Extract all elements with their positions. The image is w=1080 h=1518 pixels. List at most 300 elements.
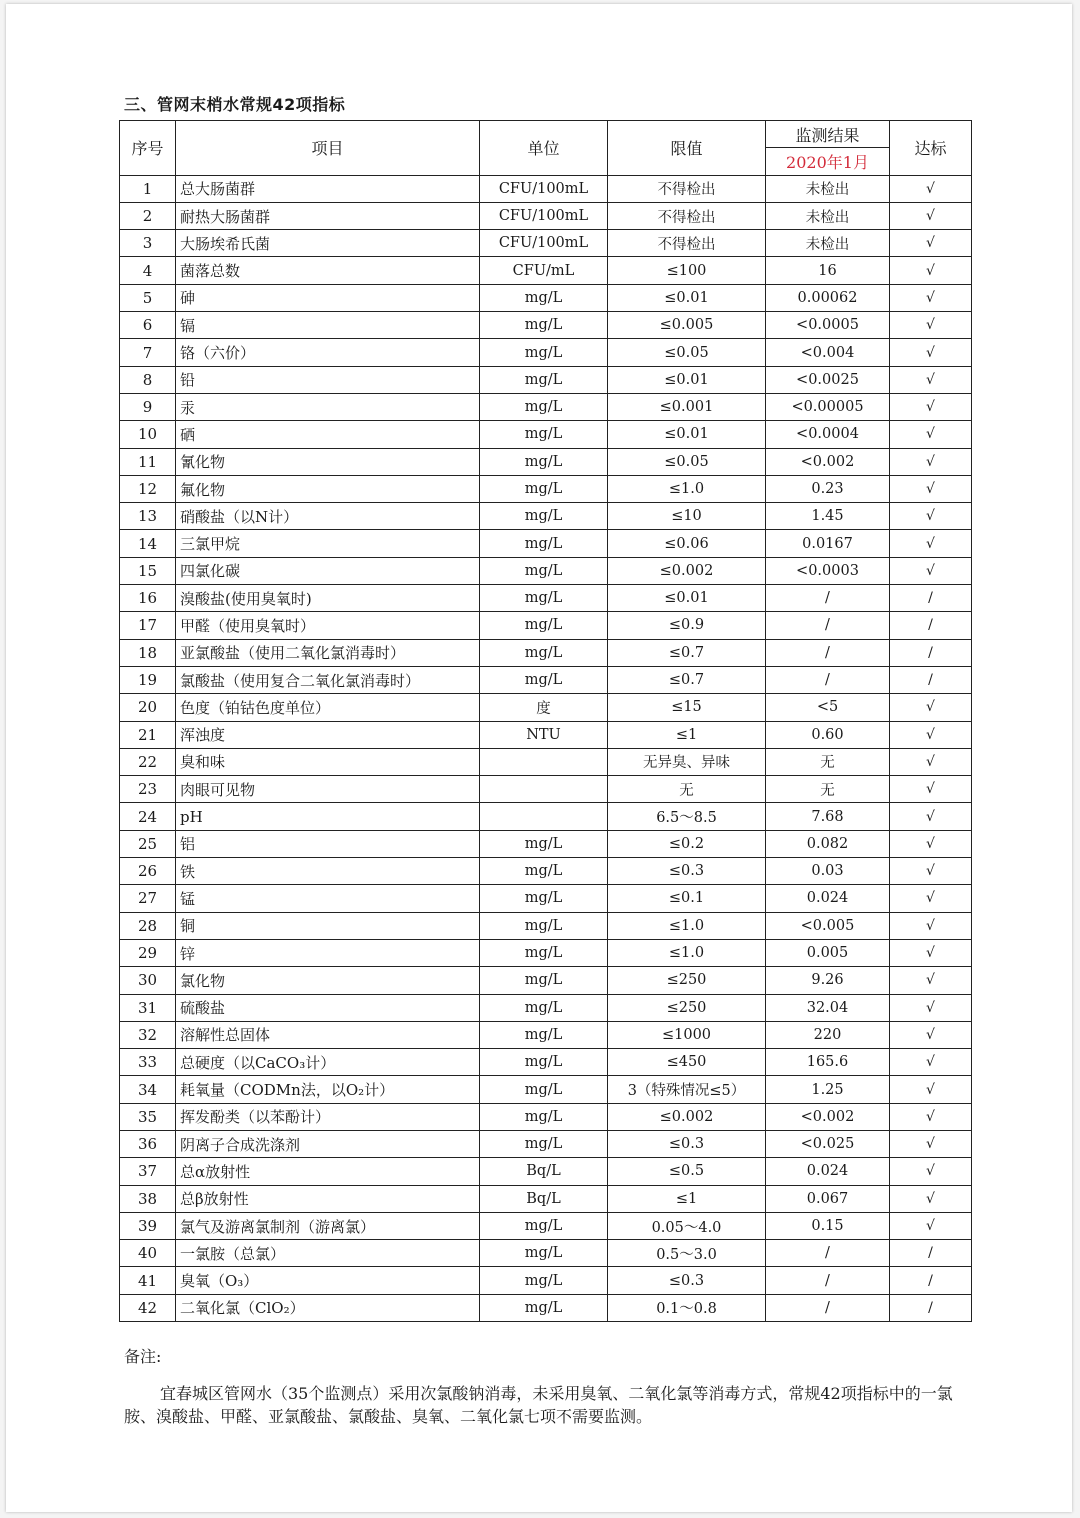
cell-item: 铜	[176, 912, 480, 939]
cell-item: 四氯化碳	[176, 557, 480, 584]
cell-pass: √	[890, 503, 972, 530]
cell-unit: mg/L	[480, 612, 608, 639]
cell-result: 220	[766, 1021, 890, 1048]
header-unit: 单位	[480, 121, 608, 176]
cell-unit: mg/L	[480, 339, 608, 366]
cell-no: 33	[120, 1049, 176, 1076]
cell-pass: /	[890, 1240, 972, 1267]
table-row	[120, 1267, 972, 1294]
cell-unit: mg/L	[480, 1021, 608, 1048]
cell-limit: ≤1	[608, 1185, 766, 1212]
cell-limit: ≤250	[608, 994, 766, 1021]
cell-pass: √	[890, 939, 972, 966]
cell-item: 亚氯酸盐（使用二氧化氯消毒时）	[176, 639, 480, 666]
table-row	[120, 1212, 972, 1239]
cell-item: 氯化物	[176, 967, 480, 994]
cell-unit: mg/L	[480, 939, 608, 966]
cell-result: <0.00005	[766, 393, 890, 420]
cell-unit: mg/L	[480, 1103, 608, 1130]
cell-item: 氯气及游离氯制剂（游离氯）	[176, 1212, 480, 1239]
table-row	[120, 1294, 972, 1321]
cell-result: /	[766, 585, 890, 612]
cell-pass: √	[890, 885, 972, 912]
table-row	[120, 694, 972, 721]
table-row	[120, 475, 972, 502]
cell-no: 2	[120, 202, 176, 229]
cell-item: 溶解性总固体	[176, 1021, 480, 1048]
cell-item: 菌落总数	[176, 257, 480, 284]
cell-result: 无	[766, 776, 890, 803]
document-page	[6, 4, 1072, 1512]
cell-unit: mg/L	[480, 1240, 608, 1267]
cell-no: 10	[120, 421, 176, 448]
cell-item: 二氧化氯（ClO₂）	[176, 1294, 480, 1321]
cell-result: 32.04	[766, 994, 890, 1021]
table-row	[120, 448, 972, 475]
table-row	[120, 257, 972, 284]
cell-item: 总大肠菌群	[176, 175, 480, 202]
cell-no: 25	[120, 830, 176, 857]
table-row	[120, 230, 972, 257]
cell-no: 6	[120, 312, 176, 339]
cell-pass: √	[890, 530, 972, 557]
notes-text: 宜春城区管网水（35个监测点）采用次氯酸钠消毒，未采用臭氧、二氧化氯等消毒方式，常规42项指标中的一氯胺、溴酸盐、甲醛、亚氯酸盐、氯酸盐、臭氧、二氧化氯七项不需要监测。	[124, 1384, 953, 1426]
cell-pass: /	[890, 1294, 972, 1321]
cell-unit: mg/L	[480, 885, 608, 912]
cell-result: 165.6	[766, 1049, 890, 1076]
cell-item: 汞	[176, 393, 480, 420]
cell-no: 13	[120, 503, 176, 530]
cell-pass: √	[890, 202, 972, 229]
cell-unit: 度	[480, 694, 608, 721]
cell-no: 20	[120, 694, 176, 721]
cell-no: 36	[120, 1130, 176, 1157]
indicator-table	[119, 120, 972, 1322]
header-result-date: 2020年1月	[766, 148, 890, 175]
cell-no: 23	[120, 776, 176, 803]
table-row	[120, 967, 972, 994]
cell-item: 硫酸盐	[176, 994, 480, 1021]
cell-no: 29	[120, 939, 176, 966]
cell-pass: /	[890, 666, 972, 693]
cell-unit: mg/L	[480, 639, 608, 666]
cell-pass: √	[890, 339, 972, 366]
cell-unit: mg/L	[480, 503, 608, 530]
cell-unit: Bq/L	[480, 1158, 608, 1185]
cell-no: 18	[120, 639, 176, 666]
table-row	[120, 557, 972, 584]
cell-unit: NTU	[480, 721, 608, 748]
cell-result: 未检出	[766, 202, 890, 229]
cell-pass: √	[890, 721, 972, 748]
cell-no: 42	[120, 1294, 176, 1321]
cell-unit: mg/L	[480, 585, 608, 612]
cell-item: 氟化物	[176, 475, 480, 502]
cell-item: 铅	[176, 366, 480, 393]
cell-result: /	[766, 1294, 890, 1321]
cell-result: 0.0167	[766, 530, 890, 557]
table-row	[120, 366, 972, 393]
cell-item: 臭氧（O₃）	[176, 1267, 480, 1294]
cell-no: 4	[120, 257, 176, 284]
cell-result: <0.005	[766, 912, 890, 939]
cell-result: 0.024	[766, 885, 890, 912]
table-row	[120, 612, 972, 639]
table-row	[120, 339, 972, 366]
cell-pass: /	[890, 585, 972, 612]
cell-pass: √	[890, 230, 972, 257]
cell-result: <0.002	[766, 1103, 890, 1130]
cell-result: <0.025	[766, 1130, 890, 1157]
cell-result: /	[766, 666, 890, 693]
table-row	[120, 530, 972, 557]
cell-result: 未检出	[766, 175, 890, 202]
cell-unit: CFU/100mL	[480, 230, 608, 257]
table-row	[120, 858, 972, 885]
cell-unit: mg/L	[480, 1076, 608, 1103]
cell-limit: 不得检出	[608, 230, 766, 257]
cell-limit: 不得检出	[608, 202, 766, 229]
table-row	[120, 585, 972, 612]
cell-no: 8	[120, 366, 176, 393]
cell-limit: ≤0.7	[608, 639, 766, 666]
cell-result: 7.68	[766, 803, 890, 830]
cell-pass: √	[890, 475, 972, 502]
table-row	[120, 312, 972, 339]
table-row	[120, 721, 972, 748]
cell-no: 14	[120, 530, 176, 557]
cell-pass: √	[890, 366, 972, 393]
cell-item: 硝酸盐（以N计）	[176, 503, 480, 530]
cell-no: 11	[120, 448, 176, 475]
cell-no: 16	[120, 585, 176, 612]
cell-no: 39	[120, 1212, 176, 1239]
header-row	[120, 121, 972, 148]
cell-unit: mg/L	[480, 1130, 608, 1157]
table-body	[120, 175, 972, 1321]
table-row	[120, 666, 972, 693]
cell-unit	[480, 776, 608, 803]
cell-pass: √	[890, 448, 972, 475]
cell-limit: ≤0.3	[608, 1267, 766, 1294]
cell-unit: mg/L	[480, 1267, 608, 1294]
cell-pass: √	[890, 284, 972, 311]
cell-limit: ≤0.3	[608, 858, 766, 885]
cell-unit: mg/L	[480, 475, 608, 502]
cell-item: 溴酸盐(使用臭氧时)	[176, 585, 480, 612]
cell-result: <0.004	[766, 339, 890, 366]
cell-limit: 0.05～4.0	[608, 1212, 766, 1239]
cell-item: 锌	[176, 939, 480, 966]
cell-pass: √	[890, 1212, 972, 1239]
cell-no: 12	[120, 475, 176, 502]
cell-unit: mg/L	[480, 858, 608, 885]
cell-item: 氰化物	[176, 448, 480, 475]
table-row	[120, 1076, 972, 1103]
cell-item: 阴离子合成洗涤剂	[176, 1130, 480, 1157]
cell-unit: CFU/100mL	[480, 175, 608, 202]
cell-pass: √	[890, 1103, 972, 1130]
cell-pass: √	[890, 257, 972, 284]
cell-unit: mg/L	[480, 1212, 608, 1239]
cell-unit: CFU/mL	[480, 257, 608, 284]
cell-limit: ≤1	[608, 721, 766, 748]
cell-item: 甲醛（使用臭氧时）	[176, 612, 480, 639]
table-row	[120, 1021, 972, 1048]
cell-pass: √	[890, 1185, 972, 1212]
cell-no: 30	[120, 967, 176, 994]
table-row	[120, 1158, 972, 1185]
section-title: 三、管网末梢水常规42项指标	[124, 95, 346, 114]
cell-result: /	[766, 639, 890, 666]
header-result: 监测结果	[766, 121, 890, 148]
cell-limit: ≤0.002	[608, 1103, 766, 1130]
cell-item: 铁	[176, 858, 480, 885]
cell-item: 一氯胺（总氯）	[176, 1240, 480, 1267]
cell-pass: √	[890, 1130, 972, 1157]
table-row	[120, 639, 972, 666]
cell-no: 3	[120, 230, 176, 257]
cell-limit: ≤1.0	[608, 475, 766, 502]
cell-unit: mg/L	[480, 830, 608, 857]
cell-unit: mg/L	[480, 366, 608, 393]
table-row	[120, 421, 972, 448]
table-row	[120, 939, 972, 966]
cell-result: 16	[766, 257, 890, 284]
cell-no: 31	[120, 994, 176, 1021]
cell-pass: √	[890, 994, 972, 1021]
cell-no: 19	[120, 666, 176, 693]
cell-limit: ≤0.06	[608, 530, 766, 557]
cell-no: 22	[120, 748, 176, 775]
cell-limit: ≤0.7	[608, 666, 766, 693]
cell-item: 耐热大肠菌群	[176, 202, 480, 229]
cell-no: 28	[120, 912, 176, 939]
cell-limit: 6.5～8.5	[608, 803, 766, 830]
cell-unit: mg/L	[480, 284, 608, 311]
cell-no: 41	[120, 1267, 176, 1294]
cell-limit: 0.5～3.0	[608, 1240, 766, 1267]
cell-pass: √	[890, 175, 972, 202]
cell-limit: ≤0.001	[608, 393, 766, 420]
cell-unit: Bq/L	[480, 1185, 608, 1212]
cell-no: 35	[120, 1103, 176, 1130]
cell-result: 0.067	[766, 1185, 890, 1212]
cell-result: <5	[766, 694, 890, 721]
cell-unit: mg/L	[480, 912, 608, 939]
cell-result: /	[766, 612, 890, 639]
header-limit: 限值	[608, 121, 766, 176]
cell-unit: mg/L	[480, 967, 608, 994]
cell-pass: √	[890, 421, 972, 448]
cell-limit: ≤450	[608, 1049, 766, 1076]
cell-limit: ≤0.3	[608, 1130, 766, 1157]
cell-limit: ≤1.0	[608, 912, 766, 939]
cell-result: 0.00062	[766, 284, 890, 311]
cell-limit: ≤1.0	[608, 939, 766, 966]
cell-result: 0.005	[766, 939, 890, 966]
table-row	[120, 1103, 972, 1130]
cell-limit: ≤0.9	[608, 612, 766, 639]
cell-unit: mg/L	[480, 312, 608, 339]
table-row	[120, 503, 972, 530]
table-row	[120, 803, 972, 830]
cell-item: 氯酸盐（使用复合二氧化氯消毒时）	[176, 666, 480, 693]
cell-result: 1.25	[766, 1076, 890, 1103]
table-row	[120, 830, 972, 857]
cell-pass: √	[890, 694, 972, 721]
cell-no: 34	[120, 1076, 176, 1103]
cell-pass: √	[890, 557, 972, 584]
cell-limit: ≤15	[608, 694, 766, 721]
cell-result: <0.002	[766, 448, 890, 475]
cell-result: 无	[766, 748, 890, 775]
cell-result: /	[766, 1267, 890, 1294]
cell-item: 砷	[176, 284, 480, 311]
cell-limit: ≤10	[608, 503, 766, 530]
cell-pass: √	[890, 1021, 972, 1048]
cell-item: 铬（六价）	[176, 339, 480, 366]
cell-item: 总α放射性	[176, 1158, 480, 1185]
cell-limit: ≤0.005	[608, 312, 766, 339]
cell-result: 0.23	[766, 475, 890, 502]
cell-result: 0.15	[766, 1212, 890, 1239]
cell-result: 0.60	[766, 721, 890, 748]
notes-label: 备注:	[124, 1347, 162, 1366]
cell-result: 未检出	[766, 230, 890, 257]
cell-limit: ≤0.05	[608, 448, 766, 475]
cell-no: 9	[120, 393, 176, 420]
cell-no: 26	[120, 858, 176, 885]
header-pass: 达标	[890, 121, 972, 176]
cell-item: 臭和味	[176, 748, 480, 775]
cell-unit: CFU/100mL	[480, 202, 608, 229]
cell-limit: ≤250	[608, 967, 766, 994]
cell-pass: /	[890, 1267, 972, 1294]
cell-item: 总β放射性	[176, 1185, 480, 1212]
cell-unit	[480, 803, 608, 830]
cell-unit: mg/L	[480, 530, 608, 557]
cell-result: 0.03	[766, 858, 890, 885]
cell-no: 15	[120, 557, 176, 584]
cell-pass: √	[890, 858, 972, 885]
cell-pass: √	[890, 1158, 972, 1185]
cell-pass: √	[890, 1076, 972, 1103]
header-item: 项目	[176, 121, 480, 176]
cell-no: 1	[120, 175, 176, 202]
table-row	[120, 175, 972, 202]
cell-unit: mg/L	[480, 1294, 608, 1321]
cell-limit: ≤0.01	[608, 366, 766, 393]
cell-item: 耗氧量（CODMn法，以O₂计）	[176, 1076, 480, 1103]
table-row	[120, 912, 972, 939]
cell-result: <0.0005	[766, 312, 890, 339]
table-row	[120, 1130, 972, 1157]
cell-result: <0.0004	[766, 421, 890, 448]
cell-pass: √	[890, 803, 972, 830]
cell-unit	[480, 748, 608, 775]
cell-item: 大肠埃希氏菌	[176, 230, 480, 257]
cell-unit: mg/L	[480, 421, 608, 448]
cell-pass: √	[890, 830, 972, 857]
cell-unit: mg/L	[480, 994, 608, 1021]
cell-no: 17	[120, 612, 176, 639]
cell-no: 40	[120, 1240, 176, 1267]
table-row	[120, 748, 972, 775]
table-row	[120, 1049, 972, 1076]
cell-limit: ≤0.1	[608, 885, 766, 912]
cell-result: 0.082	[766, 830, 890, 857]
cell-result: <0.0003	[766, 557, 890, 584]
cell-no: 21	[120, 721, 176, 748]
cell-unit: mg/L	[480, 393, 608, 420]
cell-item: 色度（铂钴色度单位）	[176, 694, 480, 721]
cell-pass: √	[890, 776, 972, 803]
cell-limit: 0.1～0.8	[608, 1294, 766, 1321]
cell-limit: 无异臭、异味	[608, 748, 766, 775]
table-row	[120, 202, 972, 229]
cell-limit: ≤100	[608, 257, 766, 284]
cell-item: 挥发酚类（以苯酚计）	[176, 1103, 480, 1130]
cell-no: 5	[120, 284, 176, 311]
cell-item: 三氯甲烷	[176, 530, 480, 557]
cell-item: 总硬度（以CaCO₃计）	[176, 1049, 480, 1076]
cell-limit: ≤0.2	[608, 830, 766, 857]
table-row	[120, 1185, 972, 1212]
cell-limit: ≤1000	[608, 1021, 766, 1048]
cell-pass: √	[890, 312, 972, 339]
table-row	[120, 284, 972, 311]
table-row	[120, 393, 972, 420]
cell-no: 38	[120, 1185, 176, 1212]
cell-limit: ≤0.002	[608, 557, 766, 584]
table-row	[120, 885, 972, 912]
cell-result: 9.26	[766, 967, 890, 994]
cell-limit: ≤0.01	[608, 585, 766, 612]
table-row	[120, 1240, 972, 1267]
cell-item: 肉眼可见物	[176, 776, 480, 803]
cell-pass: √	[890, 912, 972, 939]
cell-result: <0.0025	[766, 366, 890, 393]
cell-pass: /	[890, 639, 972, 666]
table-row	[120, 776, 972, 803]
cell-result: 0.024	[766, 1158, 890, 1185]
cell-limit: ≤0.01	[608, 421, 766, 448]
cell-limit: ≤0.5	[608, 1158, 766, 1185]
cell-pass: √	[890, 393, 972, 420]
cell-unit: mg/L	[480, 1049, 608, 1076]
cell-item: 铝	[176, 830, 480, 857]
cell-unit: mg/L	[480, 666, 608, 693]
cell-limit: 无	[608, 776, 766, 803]
cell-no: 24	[120, 803, 176, 830]
header-no: 序号	[120, 121, 176, 176]
cell-item: 锰	[176, 885, 480, 912]
cell-pass: √	[890, 967, 972, 994]
cell-item: pH	[176, 803, 480, 830]
cell-result: 1.45	[766, 503, 890, 530]
cell-limit: 不得检出	[608, 175, 766, 202]
cell-no: 7	[120, 339, 176, 366]
cell-no: 32	[120, 1021, 176, 1048]
cell-limit: ≤0.05	[608, 339, 766, 366]
cell-item: 硒	[176, 421, 480, 448]
cell-no: 37	[120, 1158, 176, 1185]
cell-unit: mg/L	[480, 448, 608, 475]
cell-item: 镉	[176, 312, 480, 339]
cell-pass: /	[890, 612, 972, 639]
cell-unit: mg/L	[480, 557, 608, 584]
